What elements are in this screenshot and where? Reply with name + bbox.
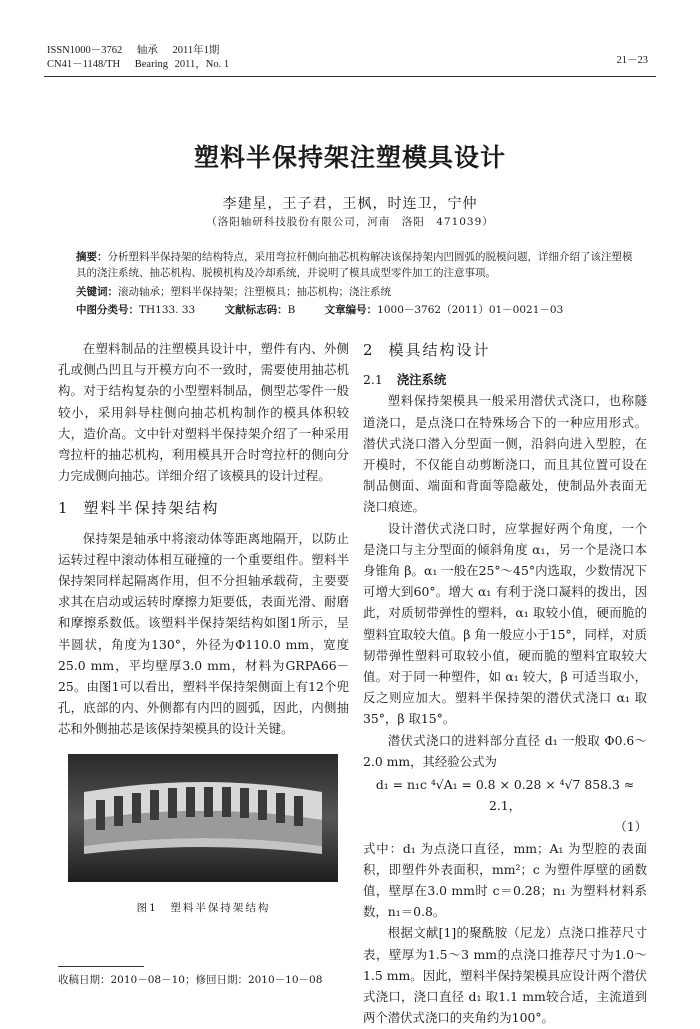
right-column (363, 338, 647, 1029)
clc-value: TH133. 33 (139, 304, 196, 316)
keywords-text: 滚动轴承；塑料半保持架；注塑模具；抽芯机构；浇注系统 (118, 286, 391, 298)
abstract (76, 249, 634, 281)
equation-explanation: 式中：d₁ 为点浇口直径，mm；A₁ 为型腔的表面积，即塑件外表面积，mm²；c 为塑件厚壁的函数值，壁厚在3.0 mm时 c＝0.28；n₁ 为塑料材料系数，n₁＝0.8。 (363, 840, 647, 920)
intro-paragraph: 在塑料制品的注塑模具设计中，塑件有内、外侧孔或侧凸凹且与开模方向不一致时，需要使用抽芯机构。对于结构复杂的小型塑料制品，侧型芯零件一般较小，采用斜导柱侧向抽芯机构制作的模具体积较大，造价高。文中针对塑料半保持架介绍了一种采用弯拉杆的抽芯机构，利用模具开合时弯拉杆的侧向分力完成侧向抽芯。详细介绍了该模具的设计过程。 (58, 341, 349, 484)
affiliation: （洛阳轴研科技股份有限公司，河南 洛阳 471039） (206, 216, 494, 228)
equation-1-body: d₁ = n₁c ⁴√A₁ = 0.8 × 0.28 × ⁴√7 858.3 ≈ 2.1， (375, 777, 635, 814)
cn-number: CN41－1148/TH (47, 59, 121, 70)
header-rule (44, 76, 656, 77)
page-range: 21－23 (616, 55, 648, 66)
section-1-title: 塑料半保持架结构 (83, 499, 220, 518)
section-2-title: 模具结构设计 (388, 341, 491, 359)
received-dates: 收稿日期：2010－08－10；修回日期：2010－10－08 (58, 974, 323, 986)
classification-meta (76, 302, 634, 318)
journal-header (47, 44, 241, 72)
section-1-number: 1 (58, 499, 70, 518)
abstract-label: 摘要： (76, 251, 108, 263)
authors: 李建星，王子君，王枫，时连卫，宁仲 (222, 196, 478, 212)
keywords-label: 关键词： (76, 286, 118, 298)
equation-1 (363, 774, 647, 816)
doc-code-value: B (287, 304, 296, 316)
abstract-text: 分析塑料半保持架的结构特点，采用弯拉杆侧向抽芯机构解决该保持架内凹圆弧的脱模问题，详细介绍了该注塑模具的浇注系统、抽芯机构、脱模机构及冷却系统，并说明了模具成型零件加工的注意事项。 (76, 251, 633, 279)
keywords (76, 284, 634, 300)
article-number-label: 文章编号： (324, 304, 378, 316)
doc-code-label: 文献标志码： (224, 304, 288, 316)
gating-paragraph-5: 根据文献[1]的聚酰胺（尼龙）点浇口推荐尺寸表，壁厚为1.5～3 mm的点浇口推荐尺寸为1.0～1.5 mm。因此，塑料半保持架模具应设计两个潜伏式浇口，浇口直径 d₁ 取1.1 mm较合适，主流道到两个潜伏式浇口的夹角约为100°。 (363, 925, 647, 1026)
equation-1-number: （1） (614, 819, 647, 835)
subsection-2-1-heading (363, 369, 647, 390)
section-2-heading (363, 340, 647, 361)
gating-paragraph-2: 设计潜伏式浇口时，应掌握好两个角度，一个是浇口与主分型面的倾斜角度 α₁，另一个是浇口本身锥角 β。α₁ 一般在25°～45°内选取，少数情况下可增大到60°。增大 α₁ 有利于浇口凝料的拨出，因此，对质韧带弹性的塑料，α₁ 取较小值，硬而脆的塑料宜取较大值。β 角一般应小于15°，同样，对质韧带弹性塑料可取较小值，硬而脆的塑料宜取较大值。对于同一种塑件，如 α₁ 较大，β 可适当取小，反之则应加大。塑料半保持架的潜伏式浇口 α₁ 取35°，β 取15°。 (363, 520, 647, 727)
section-1-paragraph: 保持架是轴承中将滚动体等距离地隔开，以防止运转过程中滚动体相互碰撞的一个重要组件。塑料半保持架同样起隔离作用，但不分担轴承载荷，主要要求其在启动或运转时摩擦力矩要低，表面光滑、耐磨和摩擦系数低。该塑料半保持架结构如图1所示，呈半圆状，角度为130°，外径为Φ110.0 mm，宽度25.0 mm，平均壁厚3.0 mm，材料为GRPA66－25。由图1可以看出，塑料半保持架侧面上有12个兜孔，底部的内、外侧都有内凹的圆弧，因此，内侧抽芯和外侧抽芯是该保持架模具的设计关键。 (58, 530, 349, 737)
issn: ISSN1000－3762 (47, 45, 123, 56)
gating-paragraph-1: 塑料保持架模具一般采用潜伏式浇口，也称隧道浇口，是点浇口在特殊场合下的一种应用形式。潜伏式浇口潜入分型面一侧，沿斜向进入型腔，在开模时，不仅能自动剪断浇口，而且其位置可设在制品侧面、端面和背面等隐蔽处，使制品外表面无浇口痕迹。 (363, 393, 647, 515)
section-2-number: 2 (363, 341, 375, 359)
figure-1-caption: 图1 塑料半保持架结构 (136, 901, 271, 914)
left-column (58, 338, 349, 919)
issue-en: 2011，No. 1 (174, 59, 230, 70)
journal-name-cn: 轴承 (136, 45, 158, 56)
figure-1-photo (68, 754, 338, 882)
subsection-2-1-number: 2.1 (363, 372, 383, 388)
footnote-rule (58, 966, 144, 967)
journal-name-en: Bearing (134, 59, 168, 70)
gating-paragraph-3: 潜伏式浇口的进料部分直径 d₁ 一般取 Φ0.6～2.0 mm，其经验公式为 (363, 732, 647, 769)
paper-title: 塑料半保持架注塑模具设计 (193, 143, 506, 172)
issue-cn: 2011年1期 (172, 45, 220, 56)
article-number-value: 1000－3762（2011）01－0021－03 (377, 304, 564, 316)
section-1-heading (58, 498, 349, 519)
subsection-2-1-title: 浇注系统 (396, 372, 447, 388)
clc-label: 中图分类号： (76, 304, 139, 316)
